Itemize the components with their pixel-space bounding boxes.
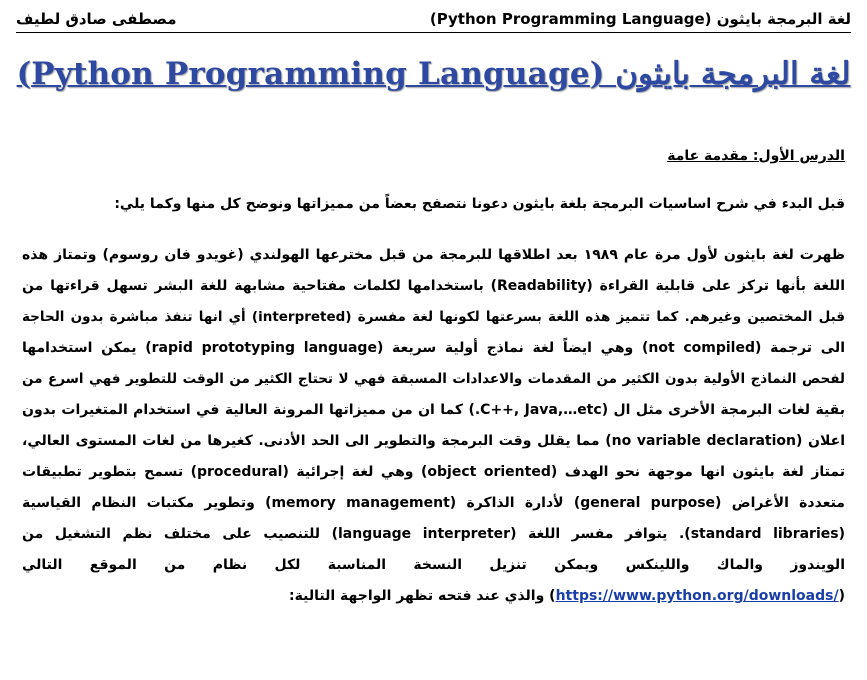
page-header [16, 6, 851, 33]
body-paragraph [22, 240, 845, 612]
lesson-heading: الدرس الأول: مقدمة عامة [667, 148, 845, 164]
link-prefix: ( [838, 588, 845, 604]
paragraph-line: لفحص النماذج الأولية بدون الكثير من المقدمات والاعدادات المسبقة فهي لا تحتاج الكثير من الوقت للتطوير فهي اسرع من [22, 371, 845, 387]
header-author: مصطفى صادق لطيف [16, 10, 177, 28]
paragraph-line: متعددة الأغراض (general purpose) لأدارة الذاكرة (memory management) وتطوير مكتبات النظام القياسية [22, 495, 845, 511]
link-suffix: ) والذي عند فتحه تظهر الواجهة التالية: [289, 588, 556, 604]
document-title: لغة البرمجة بايثون (Python Programming Language) [16, 56, 851, 92]
paragraph-line: قبل المختصين وغيرهم. كما تتميز هذه اللغة بسرعتها لكونها لغة مفسرة (interpreted) أي انها تنفذ مباشرة بدون الحاجة [22, 309, 845, 325]
paragraph-line: ظهرت لغة بايثون لأول مرة عام ١٩٨٩ بعد اطلاقها للبرمجة من قبل مخترعها الهولندي (غويدو فان روسوم) وتمتاز هذه [22, 247, 845, 263]
paragraph-line: تمتاز لغة بايثون انها موجهة نحو الهدف (object oriented) وهي لغة إجرائية (procedural) تسمح بتطوير تطبيقات [22, 464, 845, 480]
paragraph-line: اعلان (no variable declaration) مما يقلل وقت البرمجة والتطوير الى الحد الأدنى. كغيرها من لغات المستوى العالي، [22, 433, 845, 449]
python-downloads-link[interactable]: https://www.python.org/downloads/ [555, 588, 839, 604]
paragraph-line: بقية لغات البرمجة الأخرى مثل ال (C++, Java,…etc.) كما ان من مميزاتها المرونة العالية في استخدام المتغيرات بدون [22, 402, 845, 418]
paragraph-line: (standard libraries). يتوافر مفسر اللغة (language interpreter) للتنصيب على مختلف نظم التشغيل من [22, 526, 845, 542]
paragraph-line: اللغة بأنها تركز على قابلية القراءة (Readability) باستخدامها لكلمات مفتاحية مشابهة للغة البشر تسهل قراءتها من [22, 278, 845, 294]
paragraph-line-with-link [22, 581, 845, 612]
header-title: لغة البرمجة بايثون (Python Programming Language) [429, 10, 851, 28]
intro-text: قبل البدء في شرح اساسيات البرمجة بلغة بايثون دعونا نتصفح بعضاً من مميزاتها ونوضح كل منها وكما يلي: [114, 196, 845, 212]
paragraph-line: الى ترجمة (not compiled) وهي ايضاً لغة نماذج أولية سريعة (rapid prototyping language) يمكن استخدامها [22, 340, 845, 356]
paragraph-line: الويندوز والماك واللينكس ويمكن تنزيل النسخة المناسبة لكل نظام من الموقع التالي [22, 557, 845, 573]
